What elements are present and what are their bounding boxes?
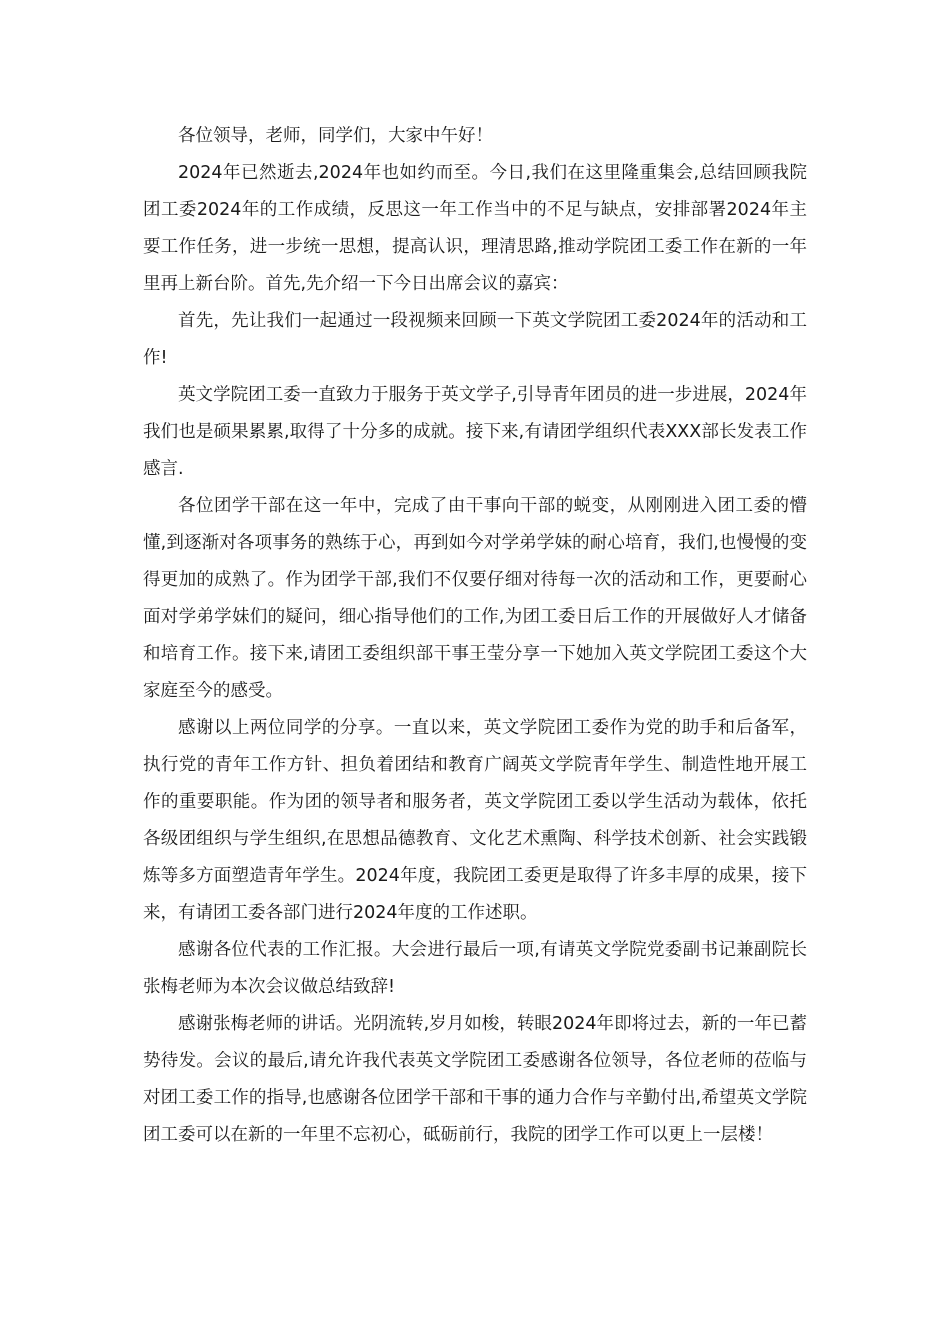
paragraph-closing: 感谢张梅老师的讲话。光阴流转,岁月如梭，转眼2024年即将过去，新的一年已蓄势待发。会议的最后,请允许我代表英文学院团工委感谢各位领导，各位老师的莅临与对团工委工作的指导,也感谢各位团学干部和干事的通力合作与辛勤付出,希望英文学院团工委可以在新的一年里不忘初心，砥砺前行，我院的团学工作可以更上一层楼！ <box>143 1014 807 1145</box>
paragraph-greeting: 各位领导，老师，同学们，大家中午好！ <box>178 126 493 146</box>
document-body <box>143 118 807 1154</box>
paragraph-cadres: 各位团学干部在这一年中，完成了由干事向干部的蜕变，从刚刚进入团工委的懵懂,到逐渐对各项事务的熟练于心，再到如今对学弟学妹的耐心培育，我们,也慢慢的变得更加的成熟了。作为团学干部,我们不仅要仔细对待每一次的活动和工作，更要耐心面对学弟学妹们的疑问，细心指导他们的工作,为团工委日后工作的开展做好人才储备和培育工作。接下来,请团工委组织部干事王莹分享一下她加入英文学院团工委这个大家庭至今的感受。 <box>143 496 807 701</box>
paragraph-achievements: 英文学院团工委一直致力于服务于英文学子,引导青年团员的进一步进展，2024年我们也是硕果累累,取得了十分多的成就。接下来,有请团学组织代表XXX部长发表工作感言. <box>143 385 807 479</box>
paragraph-thanks-sharing: 感谢以上两位同学的分享。一直以来，英文学院团工委作为党的助手和后备军，执行党的青年工作方针、担负着团结和教育广阔英文学院青年学生、制造性地开展工作的重要职能。作为团的领导者和服务者，英文学院团工委以学生活动为载体，依托各级团组织与学生组织,在思想品德教育、文化艺术熏陶、科学技术创新、社会实践锻炼等多方面塑造青年学生。2024年度，我院团工委更是取得了许多丰厚的成果，接下来，有请团工委各部门进行2024年度的工作述职。 <box>143 718 807 923</box>
paragraph-video-review: 首先，先让我们一起通过一段视频来回顾一下英文学院团工委2024年的活动和工作! <box>143 311 807 368</box>
paragraph-opening: 2024年已然逝去,2024年也如约而至。今日,我们在这里隆重集会,总结回顾我院团工委2024年的工作成绩，反思这一年工作当中的不足与缺点，安排部署2024年主要工作任务，进一步统一思想，提高认识，理清思路,推动学院团工委工作在新的一年里再上新台阶。首先,先介绍一下今日出席会议的嘉宾： <box>143 163 807 294</box>
paragraph-thanks-reports: 感谢各位代表的工作汇报。大会进行最后一项,有请英文学院党委副书记兼副院长张梅老师为本次会议做总结致辞! <box>143 940 807 997</box>
